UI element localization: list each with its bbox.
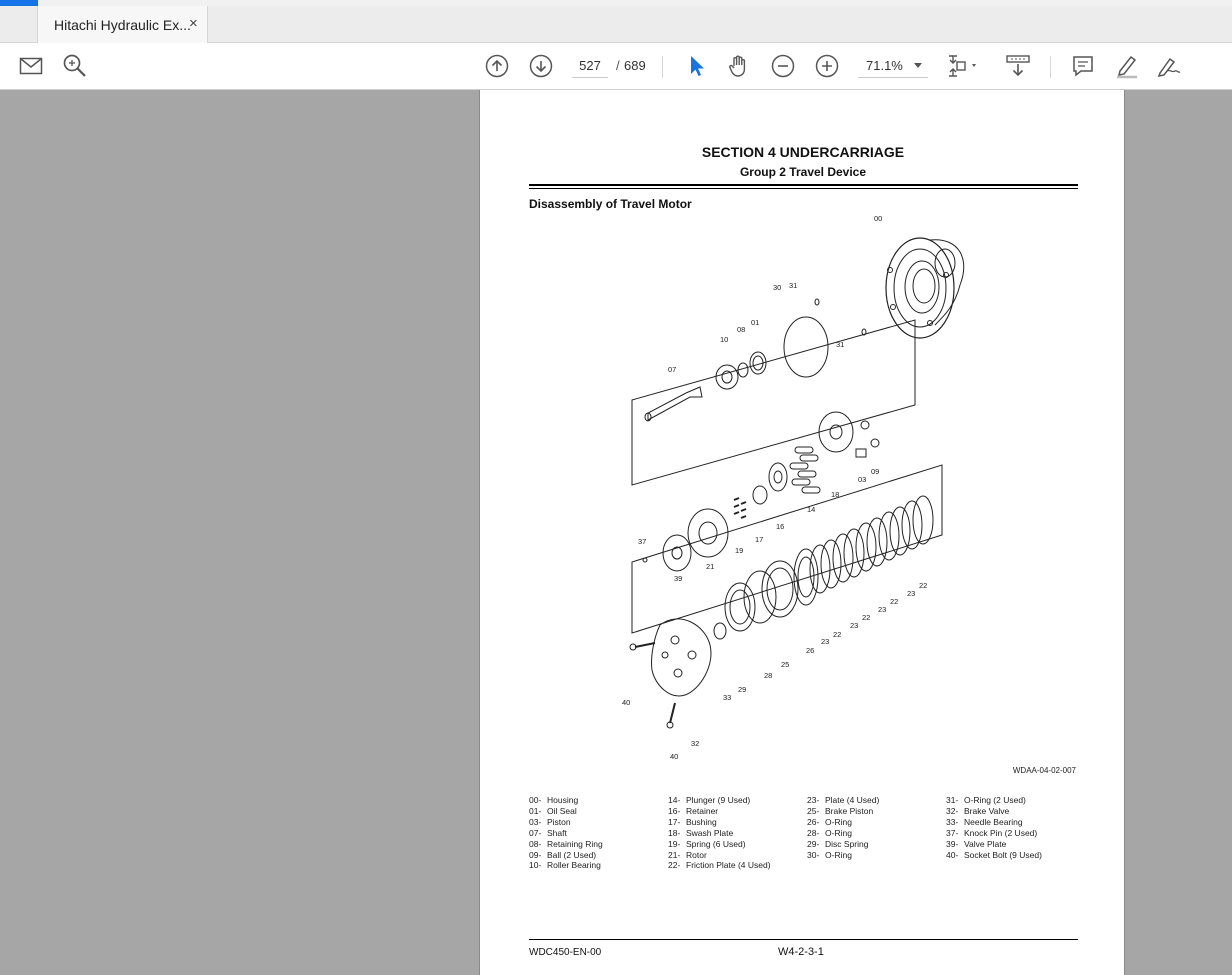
callout-label: 22 [919,581,928,590]
callout-label: 07 [668,365,677,374]
callout-label: 23 [850,621,859,630]
legend-row: 03- Piston [529,816,571,827]
callout-label: 31 [836,340,845,349]
scroll-mode-icon[interactable] [1004,52,1032,80]
legend-row: 26- O-Ring [807,816,852,827]
legend-row: 39- Valve Plate [946,838,1007,849]
callout-label: 29 [738,685,747,694]
legend-row: 09- Ball (2 Used) [529,849,597,860]
callout-label: 33 [723,693,732,702]
pdf-page [479,90,1125,975]
callout-label: 22 [890,597,899,606]
page-separator: / [616,58,620,73]
page-code: W4-2-3-1 [778,946,824,958]
callout-label: 03 [858,475,867,484]
document-code: WDC450-EN-00 [529,947,602,958]
hand-icon[interactable] [725,52,753,80]
toolbar-divider [662,56,663,78]
callout-label: 23 [907,589,916,598]
legend-row: 32- Brake Valve [946,805,1010,816]
callout-label: 40 [670,752,679,761]
chevron-down-icon [914,63,922,68]
legend-row: 31- O-Ring (2 Used) [946,795,1026,805]
callout-label: 14 [807,505,816,514]
group-title: Group 2 Travel Device [739,165,867,179]
close-tab-icon[interactable]: × [189,15,198,32]
mail-icon[interactable] [17,52,45,80]
legend-row: 29- Disc Spring [807,838,869,849]
callout-label: 08 [737,325,746,334]
exploded-view-drawing [622,214,1030,765]
callout-label: 39 [674,574,683,583]
callout-label: 37 [638,537,647,546]
prev-page-icon[interactable] [483,52,511,80]
legend-row: 01- Oil Seal [529,805,577,816]
legend-row: 30- O-Ring [807,849,852,860]
toolbar-divider [1050,56,1051,78]
fit-page-icon[interactable] [948,52,976,80]
legend-row: 00- Housing [529,795,579,805]
callout-label: 22 [833,630,842,639]
header-rule [529,184,1078,186]
callout-label: 32 [691,739,700,748]
legend-row: 28- O-Ring [807,827,852,838]
zoom-select[interactable] [858,54,928,78]
header-rule-thin [529,188,1078,189]
callout-label: 26 [806,646,815,655]
callout-label: 09 [871,467,880,476]
legend-row: 16- Retainer [668,805,719,816]
legend-row: 08- Retaining Ring [529,838,603,849]
legend-row: 14- Plunger (9 Used) [668,795,751,805]
legend-row: 18- Swash Plate [668,827,734,838]
callout-label: 31 [789,281,798,290]
select-cursor-icon[interactable] [682,52,710,80]
legend-row: 25- Brake Piston [807,805,874,816]
footer-rule [529,939,1078,940]
callout-label: 21 [706,562,715,571]
document-viewer[interactable] [0,90,1232,975]
sign-icon[interactable] [1156,52,1184,80]
callout-label: 19 [735,546,744,555]
next-page-icon[interactable] [527,52,555,80]
highlight-icon[interactable] [1113,52,1141,80]
comment-icon[interactable] [1069,52,1097,80]
subsection-title: Disassembly of Travel Motor [529,197,692,211]
legend-row: 40- Socket Bolt (9 Used) [946,849,1042,860]
legend-row: 33- Needle Bearing [946,816,1023,827]
parts-legend-column [529,795,603,871]
toolbar [0,43,1232,90]
section-title: SECTION 4 UNDERCARRIAGE [701,144,905,160]
zoom-in-icon[interactable] [813,52,841,80]
legend-row: 07- Shaft [529,827,567,838]
parts-legend-column [668,795,771,871]
callout-label: 30 [773,283,782,292]
zoom-value: 71.1% [866,58,903,73]
zoom-out-icon[interactable] [769,52,797,80]
legend-row: 19- Spring (6 Used) [668,838,746,849]
tab-bar [0,6,1232,43]
page-number-input[interactable] [572,54,608,78]
search-icon[interactable] [61,52,89,80]
callout-label: 23 [878,605,887,614]
callout-label: 16 [776,522,785,531]
legend-row: 17- Bushing [668,816,717,827]
legend-row: 21- Rotor [668,849,707,860]
callout-label: 25 [781,660,790,669]
callout-label: 28 [764,671,773,680]
total-pages: 689 [624,58,646,73]
parts-legend-column [946,795,1042,860]
parts-legend-column [807,795,879,860]
callout-label: 00 [874,214,883,223]
legend-row: 22- Friction Plate (4 Used) [668,860,771,871]
callout-label: 23 [821,637,830,646]
callout-label: 18 [831,490,840,499]
document-tab[interactable] [37,6,208,43]
callout-label: 01 [751,318,760,327]
callout-label: 17 [755,535,764,544]
callout-label: 22 [862,613,871,622]
callout-label: 10 [720,335,729,344]
callout-label: 40 [622,698,631,707]
legend-row: 23- Plate (4 Used) [807,795,880,805]
tab-title: Hitachi Hydraulic Ex... [54,17,191,33]
legend-row: 37- Knock Pin (2 Used) [946,827,1038,838]
figure-reference: WDAA-04-02-007 [1012,766,1076,775]
legend-row: 10- Roller Bearing [529,860,601,871]
